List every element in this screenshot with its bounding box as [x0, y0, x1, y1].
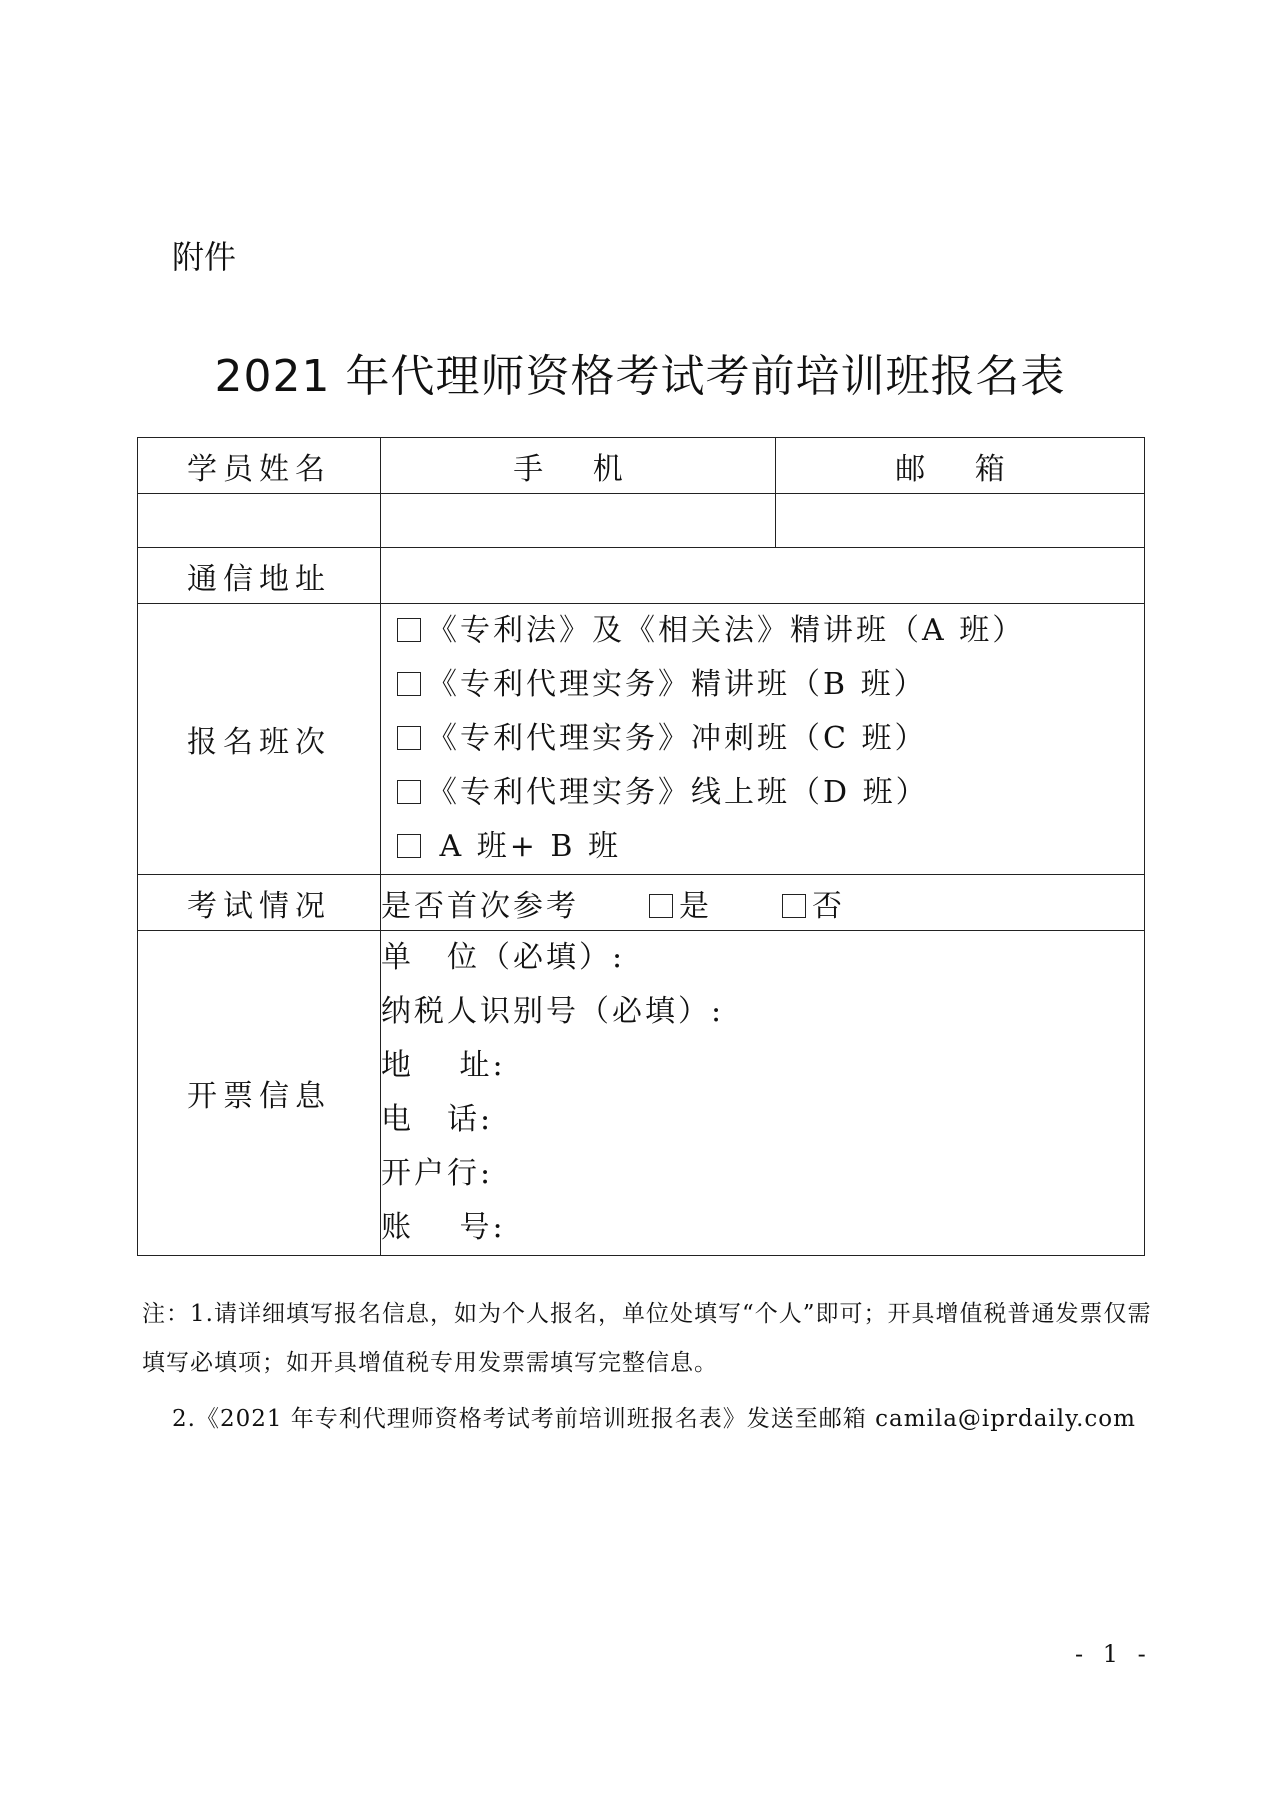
class-option-b[interactable]: 《专利代理实务》精讲班（B 班）: [381, 658, 1144, 712]
exam-no-label: 否: [812, 888, 845, 924]
header-student-name: 学员姓名: [138, 438, 381, 494]
class-row: [138, 604, 1145, 875]
invoice-label: 开票信息: [138, 931, 381, 1256]
phone-field[interactable]: [381, 494, 776, 548]
header-row: [138, 438, 1145, 494]
class-label: 报名班次: [138, 604, 381, 875]
class-options: [381, 604, 1145, 875]
note-1: 注：1.请详细填写报名信息，如为个人报名，单位处填写“个人”即可；开具增值税普通发票仅需填写必填项；如开具增值税专用发票需填写完整信息。: [142, 1301, 1152, 1376]
exam-question: 是否首次参考: [381, 888, 579, 924]
student-name-field[interactable]: [138, 494, 381, 548]
invoice-company[interactable]: 单 位（必填）:: [381, 940, 626, 975]
form-title: 2021 年代理师资格考试考前培训班报名表: [214, 351, 1066, 402]
checkbox-icon[interactable]: [397, 834, 421, 858]
note-2: 2.《2021 年专利代理师资格考试考前培训班报名表》发送至邮箱 camila@iprdaily.com: [172, 1406, 1136, 1432]
attachment-label: 附件: [172, 238, 237, 276]
checkbox-icon[interactable]: [397, 672, 421, 696]
invoice-fields: [381, 931, 1145, 1256]
invoice-row: [138, 931, 1145, 1256]
address-label: 通信地址: [138, 548, 381, 604]
exam-row: [138, 875, 1145, 931]
exam-status: [381, 875, 1145, 931]
page-number: - 1 -: [1075, 1640, 1152, 1668]
checkbox-icon[interactable]: [397, 780, 421, 804]
class-option-d[interactable]: 《专利代理实务》线上班（D 班）: [381, 766, 1144, 820]
class-option-a[interactable]: 《专利法》及《相关法》精讲班（A 班）: [381, 604, 1144, 658]
class-option-c[interactable]: 《专利代理实务》冲刺班（C 班）: [381, 712, 1144, 766]
registration-table: [137, 437, 1145, 1256]
entry-row: [138, 494, 1145, 548]
email-field[interactable]: [776, 494, 1145, 548]
invoice-address[interactable]: 地 址:: [381, 1048, 506, 1083]
invoice-account[interactable]: 账 号:: [381, 1210, 506, 1245]
header-email: 邮 箱: [776, 438, 1145, 494]
checkbox-icon[interactable]: [649, 894, 673, 918]
invoice-phone[interactable]: 电 话:: [381, 1102, 494, 1137]
checkbox-icon[interactable]: [397, 726, 421, 750]
checkbox-icon[interactable]: [782, 894, 806, 918]
invoice-bank[interactable]: 开户行:: [381, 1156, 494, 1191]
address-field[interactable]: [381, 548, 1145, 604]
exam-yes-label: 是: [679, 888, 712, 924]
header-phone: 手 机: [381, 438, 776, 494]
checkbox-icon[interactable]: [397, 618, 421, 642]
invoice-tax-id[interactable]: 纳税人识别号（必填）:: [381, 994, 725, 1029]
exam-label: 考试情况: [138, 875, 381, 931]
address-row: [138, 548, 1145, 604]
class-option-ab[interactable]: A 班+ B 班: [381, 820, 1144, 874]
